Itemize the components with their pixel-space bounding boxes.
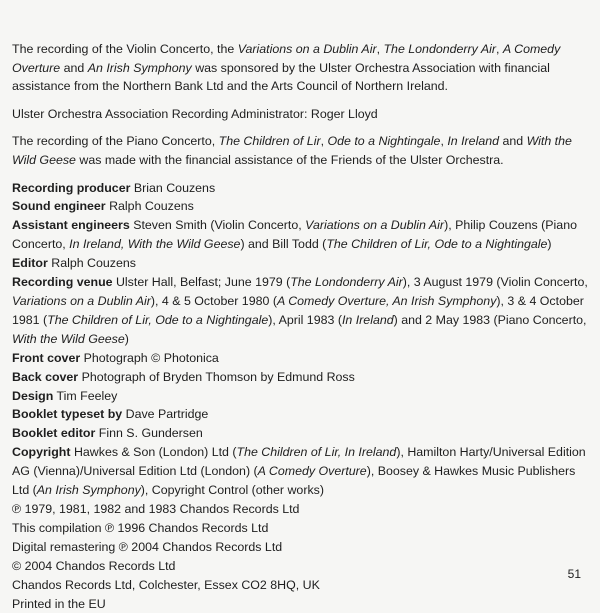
credit-booklet-typeset [12,405,590,424]
text-run: ), 3 August 1979 (Violin Concerto, [403,275,588,289]
credit-value: Brian Couzens [130,181,215,195]
text-run: ) and Bill Todd ( [240,237,326,251]
text-run: Steven Smith (Violin Concerto, [130,218,305,232]
work-title: An Irish Symphony [88,61,192,75]
credit-label: Assistant engineers [12,218,130,232]
work-title: The Children of Lir, In Ireland [237,445,397,459]
text-run: , [377,42,384,56]
work-title: An Irish Symphony [37,483,141,497]
text-run: Hawkes & Son (London) Ltd ( [71,445,237,459]
work-title: With the Wild Geese [12,134,572,167]
text-run: The recording of the Violin Concerto, the [12,42,238,56]
credit-booklet-editor [12,424,590,443]
credit-sound-engineer [12,197,590,216]
work-title: Variations on a Dublin Air [12,294,151,308]
work-title: A Comedy Overture [258,464,367,478]
credit-recording-producer [12,179,590,198]
text-run: Ulster Hall, Belfast; June 1979 ( [113,275,291,289]
compilation-line: This compilation ℗ 1996 Chandos Records Ltd [12,519,590,538]
text-run: ), Hamilton Harty/Universal Edition AG (Vienna)/Universal Edition Ltd (London) ( [12,445,586,478]
credit-back-cover [12,368,590,387]
text-run: ), Copyright Control (other works) [141,483,324,497]
text-run: ), Boosey & Hawkes Music Publishers Ltd ( [12,464,575,497]
credit-label: Design [12,389,53,403]
work-title: The Children of Lir [219,134,321,148]
credits-block [12,179,590,613]
credit-label: Recording venue [12,275,113,289]
copyright-line: © 2004 Chandos Records Ltd [12,557,590,576]
credit-value: Ralph Couzens [48,256,136,270]
work-title: The Londonderry Air [383,42,496,56]
label-address: Chandos Records Ltd, Colchester, Essex CO2 8HQ, UK [12,576,590,595]
work-title: In Ireland [447,134,499,148]
text-run: ), 3 & 4 October 1981 ( [12,294,584,327]
credit-assistant-engineers [12,216,590,254]
work-title: The Children of Lir, Ode to a Nightingale [326,237,547,251]
work-title: Ode to a Nightingale [327,134,440,148]
credit-label: Booklet editor [12,426,95,440]
text-run: ) and 2 May 1983 (Piano Concerto, [394,313,587,327]
work-title: Variations on a Dublin Air [305,218,444,232]
text-run: ), Philip Couzens (Piano Concerto, [12,218,577,251]
text-run: was made with the financial assistance of the Friends of the Ulster Orchestra. [76,153,504,167]
work-title: The Children of Lir, Ode to a Nightingale [47,313,268,327]
credit-copyright [12,443,590,500]
credit-value: Tim Feeley [53,389,117,403]
credit-front-cover [12,349,590,368]
credit-label: Sound engineer [12,199,106,213]
work-title: A Comedy Overture, An Irish Symphony [277,294,496,308]
work-title: A Comedy Overture [12,42,560,75]
text-run: was sponsored by the Ulster Orchestra Association with financial assistance from the Northern Bank Ltd and the Arts Council of Northern Ireland. [12,61,550,94]
text-run: ), 4 & 5 October 1980 ( [151,294,277,308]
credit-value: Photograph of Bryden Thomson by Edmund Ross [78,370,355,384]
credit-editor [12,254,590,273]
credit-value: Ralph Couzens [106,199,194,213]
text-run: , [321,134,328,148]
work-title: Variations on a Dublin Air [238,42,377,56]
work-title: In Ireland [342,313,394,327]
remastering-line: Digital remastering ℗ 2004 Chandos Records Ltd [12,538,590,557]
credit-label: Recording producer [12,181,130,195]
credit-value: Finn S. Gundersen [95,426,202,440]
text-run: ) [125,332,129,346]
credit-label: Front cover [12,351,80,365]
credit-value: Photograph © Photonica [80,351,219,365]
sponsorship-paragraph-2 [12,132,590,169]
credit-recording-venue [12,273,590,349]
credit-label: Booklet typeset by [12,407,122,421]
page-number: 51 [568,567,581,581]
text-run: ), April 1983 ( [268,313,342,327]
phonogram-years: ℗ 1979, 1981, 1982 and 1983 Chandos Records Ltd [12,500,590,519]
credit-label: Editor [12,256,48,270]
credit-value: Dave Partridge [122,407,208,421]
work-title: In Ireland, With the Wild Geese [69,237,240,251]
credit-design [12,387,590,406]
text-run: , [496,42,503,56]
recording-administrator: Ulster Orchestra Association Recording Administrator: Roger Lloyd [12,105,590,124]
text-run: and [60,61,88,75]
sponsorship-paragraph-1 [12,40,590,96]
booklet-page [12,40,590,613]
printed-in: Printed in the EU [12,595,590,613]
text-run: and [499,134,527,148]
work-title: The Londonderry Air [290,275,403,289]
credit-label: Back cover [12,370,78,384]
text-run: , [440,134,447,148]
text-run: ) [547,237,551,251]
work-title: With the Wild Geese [12,332,125,346]
credit-label: Copyright [12,445,71,459]
text-run: The recording of the Piano Concerto, [12,134,219,148]
